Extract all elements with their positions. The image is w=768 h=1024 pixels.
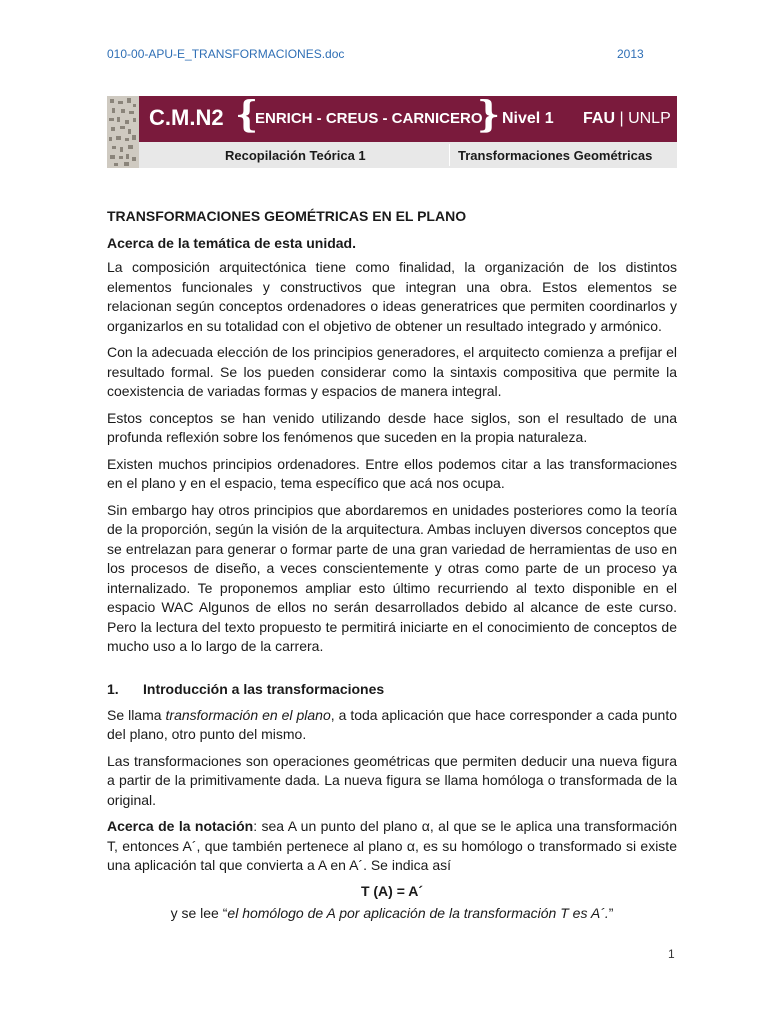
banner-divider: [449, 144, 450, 166]
page-number: 1: [668, 947, 675, 961]
course-code: C.M.N2: [149, 105, 224, 130]
pattern-logo-icon: [107, 96, 139, 168]
document-body: [107, 208, 677, 927]
paragraph: Existen muchos principios ordenadores. Entre ellos podemos citar a las transformaciones en el plano y en el espacio, tema específico que acá nos ocupa.: [107, 455, 677, 491]
definition-text-end: , a toda aplicación que hace corresponder a cada punto del plano, otro punto del mismo.: [107, 706, 677, 742]
course-banner: [107, 96, 677, 168]
definition-text: Se llama: [107, 706, 166, 723]
institution-fau: FAU: [583, 110, 615, 127]
course-authors: ENRICH - CREUS - CARNICERO: [255, 110, 483, 127]
reading-open: y se lee “: [170, 904, 228, 921]
formula-reading: [107, 905, 677, 921]
compilation-label: Recopilación Teórica 1: [225, 148, 366, 163]
paragraph: Estos conceptos se han venido utilizando desde hace siglos, son el resultado de una profunda reflexión sobre los fenómenos que suceden en la propia naturaleza.: [107, 409, 677, 445]
brace-close: }: [477, 94, 501, 136]
section-heading: [107, 681, 677, 697]
definition-term: transformación en el plano: [165, 706, 331, 723]
reading-close: ”: [608, 904, 614, 921]
institution-divider: |: [619, 110, 624, 127]
section-title: Introducción a las transformaciones: [143, 680, 385, 697]
document-title: TRANSFORMACIONES GEOMÉTRICAS EN EL PLANO: [107, 208, 467, 224]
notation-text: : sea A un punto del plano α, al que se le aplica una transformación T, entonces A´, que también pertenece al plano α, es su homólogo o transformado si existe una aplicación tal que convierta a A en A´. Se indica así: [107, 818, 677, 873]
notation-label: Acerca de la notación: [107, 818, 254, 834]
brace-open: {: [235, 94, 259, 136]
paragraph: Sin embargo hay otros principios que abordaremos en unidades posteriores como la teoría de la proporción, según la visión de la arquitectura. Ambas incluyen diversos conceptos que se entrelazan para generar o formar parte de una gran variedad de herramientas de uso en los procesos de diseño, a veces conscientemente y otras como parte de un proceso ya internalizado. Te proponemos ampliar esto último recurriendo al texto disponible en el espacio WAC Algunos de ellos no serán desarrollados debido al alcance de este curso. Pero la lectura del texto propuesto te permitirá iniciarte en el conocimiento de conceptos de mucho uso a lo largo de la carrera.: [107, 501, 677, 654]
document-filename: 010-00-APU-E_TRANSFORMACIONES.doc: [107, 47, 345, 61]
paragraph: La composición arquitectónica tiene como finalidad, la organización de los distintos elementos funcionales y constructivos que integran una obra. Estos elementos se relacionan según conceptos ordenadores o ideas generatrices que permiten coordinarlos y organizarlos en su totalidad con el objetivo de obtener un resultado integrado y armónico.: [107, 259, 677, 334]
section-number: 1.: [107, 680, 119, 697]
institution: [583, 110, 671, 128]
definition-paragraph: [107, 706, 677, 745]
formula: T (A) = A´: [360, 882, 424, 899]
course-level: Nivel 1: [502, 110, 554, 127]
document-year: 2013: [617, 47, 644, 61]
document-subtitle: Acerca de la temática de esta unidad.: [107, 235, 356, 251]
topic-label: Transformaciones Geométricas: [458, 148, 653, 163]
notation-paragraph: [107, 817, 677, 876]
paragraph: Con la adecuada elección de los principios generadores, el arquitecto comienza a prefijar el resultado formal. Se los pueden considerar como la sintaxis compositiva que permite la coexistencia de variadas formas y espacios de manera integral.: [107, 344, 677, 399]
institution-unlp: UNLP: [628, 110, 671, 127]
reading-italic: el homólogo de A por aplicación de la transformación T es A´.: [227, 904, 609, 921]
paragraph: Las transformaciones son operaciones geométricas que permiten deducir una nueva figura a partir de la primitivamente dada. La nueva figura se llama homóloga o transformada de la original.: [107, 752, 677, 808]
